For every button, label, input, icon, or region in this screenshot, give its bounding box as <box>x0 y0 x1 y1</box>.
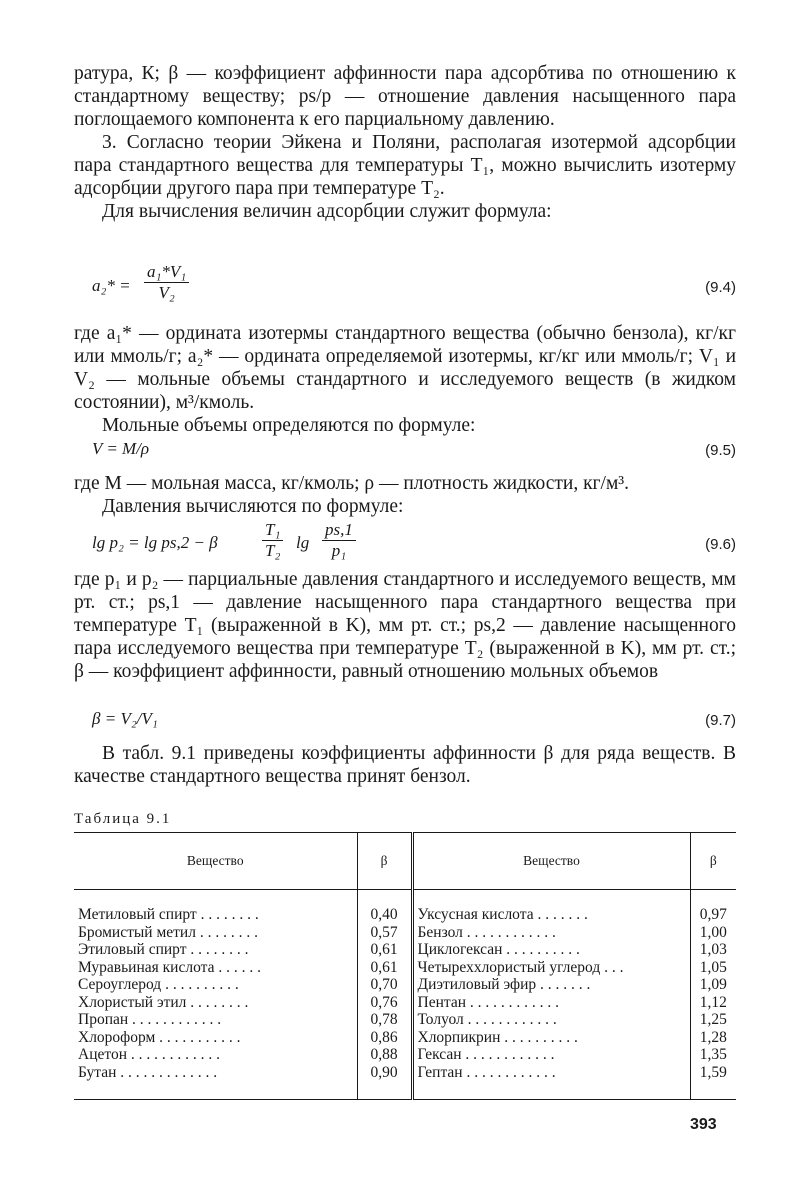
eq96-frac1-numerator: T₁ <box>262 520 283 541</box>
equation-9-5 <box>74 437 736 461</box>
equation-9-7 <box>74 707 736 731</box>
eq94-fraction <box>144 262 189 303</box>
table-row <box>74 924 736 942</box>
substance-left: Пропан . . . . . . . . . . . . <box>78 1011 222 1028</box>
eq96-frac1-denominator: T₂ <box>265 541 281 560</box>
eq96-lg: lg <box>296 533 310 552</box>
beta-left: 0,78 <box>357 1011 412 1029</box>
text-section-1 <box>74 62 736 223</box>
table-row <box>74 959 736 977</box>
beta-right: 1,00 <box>690 924 736 942</box>
table-row <box>74 1046 736 1064</box>
eq96-frac2-denominator: p₁ <box>331 541 347 560</box>
substance-right: Пентан . . . . . . . . . . . . <box>412 994 690 1012</box>
table-row <box>74 1029 736 1047</box>
header-beta-2: β <box>690 833 736 890</box>
paragraph-formula-intro: Для вычисления величин адсорбции служит формула: <box>102 201 552 222</box>
eq94-denominator: V₂ <box>158 283 175 302</box>
beta-left: 0,61 <box>357 941 412 959</box>
eq97-number: (9.7) <box>705 712 736 729</box>
substance-left: Бутан . . . . . . . . . . . . . <box>74 1064 357 1100</box>
beta-right: 1,59 <box>690 1064 736 1100</box>
text-section-3 <box>74 472 736 518</box>
eq94-number: (9.4) <box>705 279 736 296</box>
eq95-number: (9.5) <box>705 442 736 459</box>
header-substance-1: Вещество <box>74 833 357 890</box>
eq96-fraction-temperature <box>262 520 283 561</box>
beta-right: 1,28 <box>690 1029 736 1047</box>
beta-right: 1,35 <box>690 1046 736 1064</box>
substance-right: Диэтиловый эфир . . . . . . . <box>412 976 690 994</box>
substance-left: Хлористый этил . . . . . . . . <box>78 993 249 1011</box>
substance-left: Сероуглерод . . . . . . . . . . <box>78 976 239 993</box>
beta-right: 1,25 <box>690 1011 736 1029</box>
beta-right: 1,03 <box>690 941 736 959</box>
substance-left: Хлороформ . . . . . . . . . . . <box>78 1028 241 1046</box>
substance-right: Уксусная кислота . . . . . . . <box>412 890 690 924</box>
page-number: 393 <box>690 1116 717 1133</box>
beta-left: 0,90 <box>357 1064 412 1100</box>
eq96-frac2-numerator: ps,1 <box>322 520 356 541</box>
table-row <box>74 976 736 994</box>
affinity-table <box>74 832 736 1100</box>
eq96-number: (9.6) <box>705 536 736 553</box>
eq94-lhs: a₂* = <box>92 276 131 295</box>
equation-9-6 <box>74 518 736 568</box>
substance-left: Муравьиная кислота . . . . . . <box>78 958 261 976</box>
beta-right: 1,05 <box>690 959 736 977</box>
paragraph-definitions-96: где p₁ и p₂ — парциальные давления стандартного и исследуемого веществ, мм рт. ст.; ps,1 — давление насыщенного пара стандартного вещества при температуре T₁ (выраженной в K), мм рт. ст.; ps,2 — давление насыщенного пара исследуемого вещества при температуре T₂ (выраженной в K), мм рт. ст.; β — коэффициент аффинности, равный отношению мольных объемов <box>74 569 736 682</box>
header-substance-2: Вещество <box>412 833 690 890</box>
eq96-lhs: lg p₂ = lg ps,2 − β <box>92 533 218 552</box>
header-beta-1: β <box>357 833 412 890</box>
substance-left: Ацетон . . . . . . . . . . . . <box>78 1046 220 1063</box>
beta-left: 0,70 <box>357 976 412 994</box>
table-row <box>74 994 736 1012</box>
beta-left: 0,61 <box>357 959 412 977</box>
table-row <box>74 890 736 924</box>
beta-right: 1,09 <box>690 976 736 994</box>
beta-left: 0,40 <box>357 890 412 924</box>
substance-left: Этиловый спирт . . . . . . . . <box>78 941 249 958</box>
beta-left: 0,57 <box>357 924 412 942</box>
substance-left: Метиловый спирт . . . . . . . . <box>78 906 259 923</box>
substance-right: Циклогексан . . . . . . . . . . <box>412 941 690 959</box>
text-section-2 <box>74 322 736 437</box>
table-row <box>74 1064 736 1100</box>
paragraph-definitions-94: где a₁* — ордината изотермы стандартного вещества (обычно бензола), кг/кг или ммоль/г; a₂* — ордината определяемой изотермы, кг/кг или ммоль/г; V₁ и V₂ — мольные объемы стандартного и исследуемого веществ (в жидком состоянии), м³/кмоль. <box>74 323 736 413</box>
text-section-5 <box>74 742 736 788</box>
substance-right: Толуол . . . . . . . . . . . . <box>412 1011 690 1029</box>
paragraph-theory: 3. Согласно теории Эйкена и Поляни, располагая изотермой адсорбции пара стандартного вещества для температуры T₁, можно вычислить изотерму адсорбции другого пара при температуре T₂. <box>74 132 736 199</box>
substance-right: Четыреххлористый углерод . . . <box>412 959 690 977</box>
substance-right: Хлорпикрин . . . . . . . . . . <box>412 1029 690 1047</box>
paragraph-definitions-95: где M — мольная масса, кг/кмоль; ρ — плотность жидкости, кг/м³. <box>74 473 630 494</box>
paragraph-table-intro: В табл. 9.1 приведены коэффициенты аффинности β для ряда веществ. В качестве стандартного вещества принят бензол. <box>74 743 736 787</box>
substance-left: Бромистый метил . . . . . . . . <box>78 923 258 941</box>
table-row <box>74 1011 736 1029</box>
beta-left: 0,86 <box>357 1029 412 1047</box>
table-row <box>74 941 736 959</box>
paragraph-pressure-intro: Давления вычисляются по формуле: <box>102 496 404 517</box>
paragraph-continuation: ратура, К; β — коэффициент аффинности пара адсорбтива по отношению к стандартному веществу; ps/p — отношение давления насыщенного пара поглощаемого компонента к его парциальному давлению. <box>74 63 736 130</box>
beta-right: 1,12 <box>690 994 736 1012</box>
eq97-text: β = V₂/V₁ <box>92 709 158 728</box>
eq96-fraction-pressure <box>322 520 356 561</box>
table-header-row <box>74 833 736 890</box>
equation-9-4 <box>74 262 736 312</box>
eq95-text: V = M/ρ <box>92 439 150 458</box>
eq94-numerator: a₁*V₁ <box>144 262 189 283</box>
beta-left: 0,76 <box>357 994 412 1012</box>
substance-right: Гептан . . . . . . . . . . . . <box>412 1064 690 1100</box>
paragraph-molar-volume-intro: Мольные объемы определяются по формуле: <box>102 415 476 436</box>
beta-right: 0,97 <box>690 890 736 924</box>
text-section-4 <box>74 568 736 683</box>
table-caption: Таблица 9.1 <box>74 811 172 827</box>
substance-right: Гексан . . . . . . . . . . . . <box>412 1046 690 1064</box>
substance-right: Бензол . . . . . . . . . . . . <box>412 924 690 942</box>
beta-left: 0,88 <box>357 1046 412 1064</box>
